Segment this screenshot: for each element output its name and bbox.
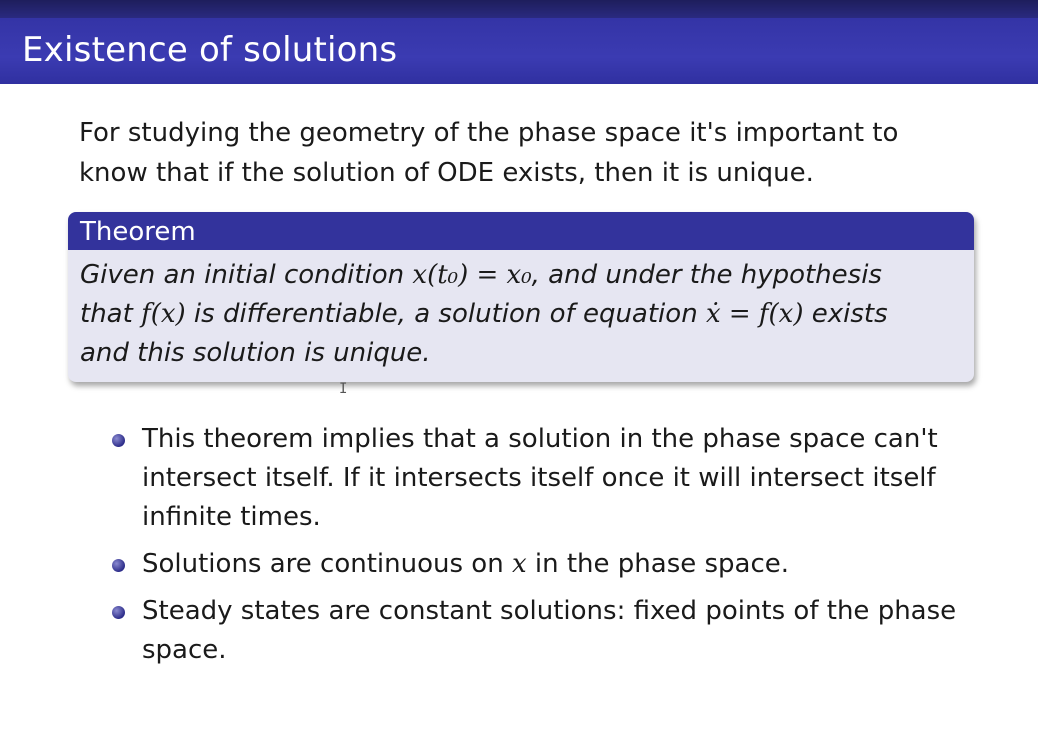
list-item	[110, 545, 970, 584]
theorem-line-3: and this solution is unique.	[80, 338, 431, 368]
bullet-text: This theorem implies that a solution in the phase space can't intersect itself. If it intersects itself once it will intersect itself infinite times.	[142, 424, 938, 532]
bullet-text: Solutions are continuous on	[142, 549, 512, 579]
theorem-line-1	[80, 256, 962, 295]
theorem-heading: Theorem	[68, 212, 974, 250]
theorem-block	[68, 212, 974, 382]
slide-title: Existence of solutions	[22, 30, 398, 70]
bullet-icon	[112, 606, 125, 619]
top-strip	[0, 0, 1038, 18]
theorem-text: exists	[803, 299, 888, 329]
math-variable: x	[511, 549, 527, 579]
intro-paragraph: For studying the geometry of the phase space it's important to know that if the solution of ODE exists, then it is unique.	[79, 118, 899, 188]
bullet-text: Steady states are constant solutions: fixed points of the phase space.	[142, 596, 957, 665]
list-item	[110, 420, 970, 537]
bullet-icon	[112, 559, 125, 572]
theorem-line-2	[80, 295, 962, 334]
list-item	[110, 592, 970, 670]
theorem-body	[68, 250, 974, 373]
theorem-text: Given an initial condition	[80, 260, 413, 290]
text-cursor-icon: I	[339, 381, 348, 397]
theorem-text: , and under the hypothesis	[531, 260, 882, 290]
math-initial-condition: x(t₀) = x₀	[412, 260, 532, 290]
math-function: f(x)	[141, 299, 186, 329]
bullet-list	[110, 420, 970, 678]
theorem-text: that	[80, 299, 142, 329]
bullet-text: in the phase space.	[526, 549, 790, 579]
math-equation: ẋ = f(x)	[705, 299, 804, 329]
bullet-icon	[112, 434, 125, 447]
theorem-text: is differentiable, a solution of equation	[185, 299, 706, 329]
